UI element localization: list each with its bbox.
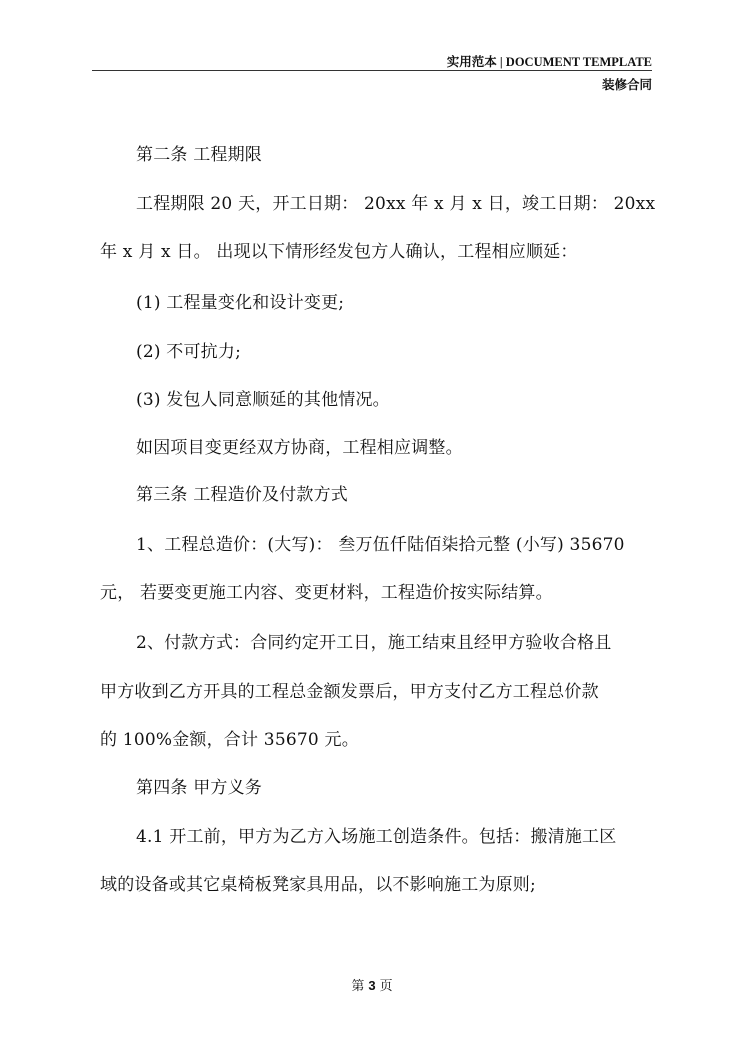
paragraph: 域的设备或其它桌椅板凳家具用品，以不影响施工为原则; xyxy=(100,875,536,895)
paragraph: 2、付款方式：合同约定开工日，施工结束且经甲方验收合格且 xyxy=(136,633,612,653)
paragraph: 元， 若要变更施工内容、变更材料，工程造价按实际结算。 xyxy=(100,583,553,603)
paragraph: 第三条 工程造价及付款方式 xyxy=(136,485,349,505)
paragraph: 1、工程总造价：(大写)： 叁万伍仟陆佰柒拾元整 (小写) 35670 xyxy=(136,535,625,555)
header-title: 实用范本 | DOCUMENT TEMPLATE xyxy=(446,55,652,69)
footer-prefix: 第 xyxy=(351,979,365,994)
paragraph: (2) 不可抗力; xyxy=(136,342,242,362)
header-divider xyxy=(92,70,652,71)
paragraph: 第二条 工程期限 xyxy=(136,145,263,165)
header-subtitle: 装修合同 xyxy=(601,77,652,92)
paragraph: 的 100%金额，合计 35670 元。 xyxy=(100,730,359,750)
paragraph: 年 x 月 x 日。 出现以下情形经发包方人确认，工程相应顺延： xyxy=(100,242,578,262)
footer-suffix: 页 xyxy=(379,979,393,994)
paragraph: 甲方收到乙方开具的工程总金额发票后，甲方支付乙方工程总价款 xyxy=(100,682,599,702)
paragraph: 工程期限 20 天，开工日期： 20xx 年 x 月 x 日，竣工日期： 20xx xyxy=(136,194,656,214)
paragraph: 第四条 甲方义务 xyxy=(136,778,263,798)
paragraph: (1) 工程量变化和设计变更; xyxy=(136,293,345,313)
page-number: 3 xyxy=(368,978,376,993)
paragraph: 4.1 开工前，甲方为乙方入场施工创造条件。包括：搬清施工区 xyxy=(136,827,617,847)
paragraph: (3) 发包人同意顺延的其他情况。 xyxy=(136,390,390,410)
paragraph: 如因项目变更经双方协商，工程相应调整。 xyxy=(136,438,463,458)
page-footer xyxy=(0,975,744,994)
